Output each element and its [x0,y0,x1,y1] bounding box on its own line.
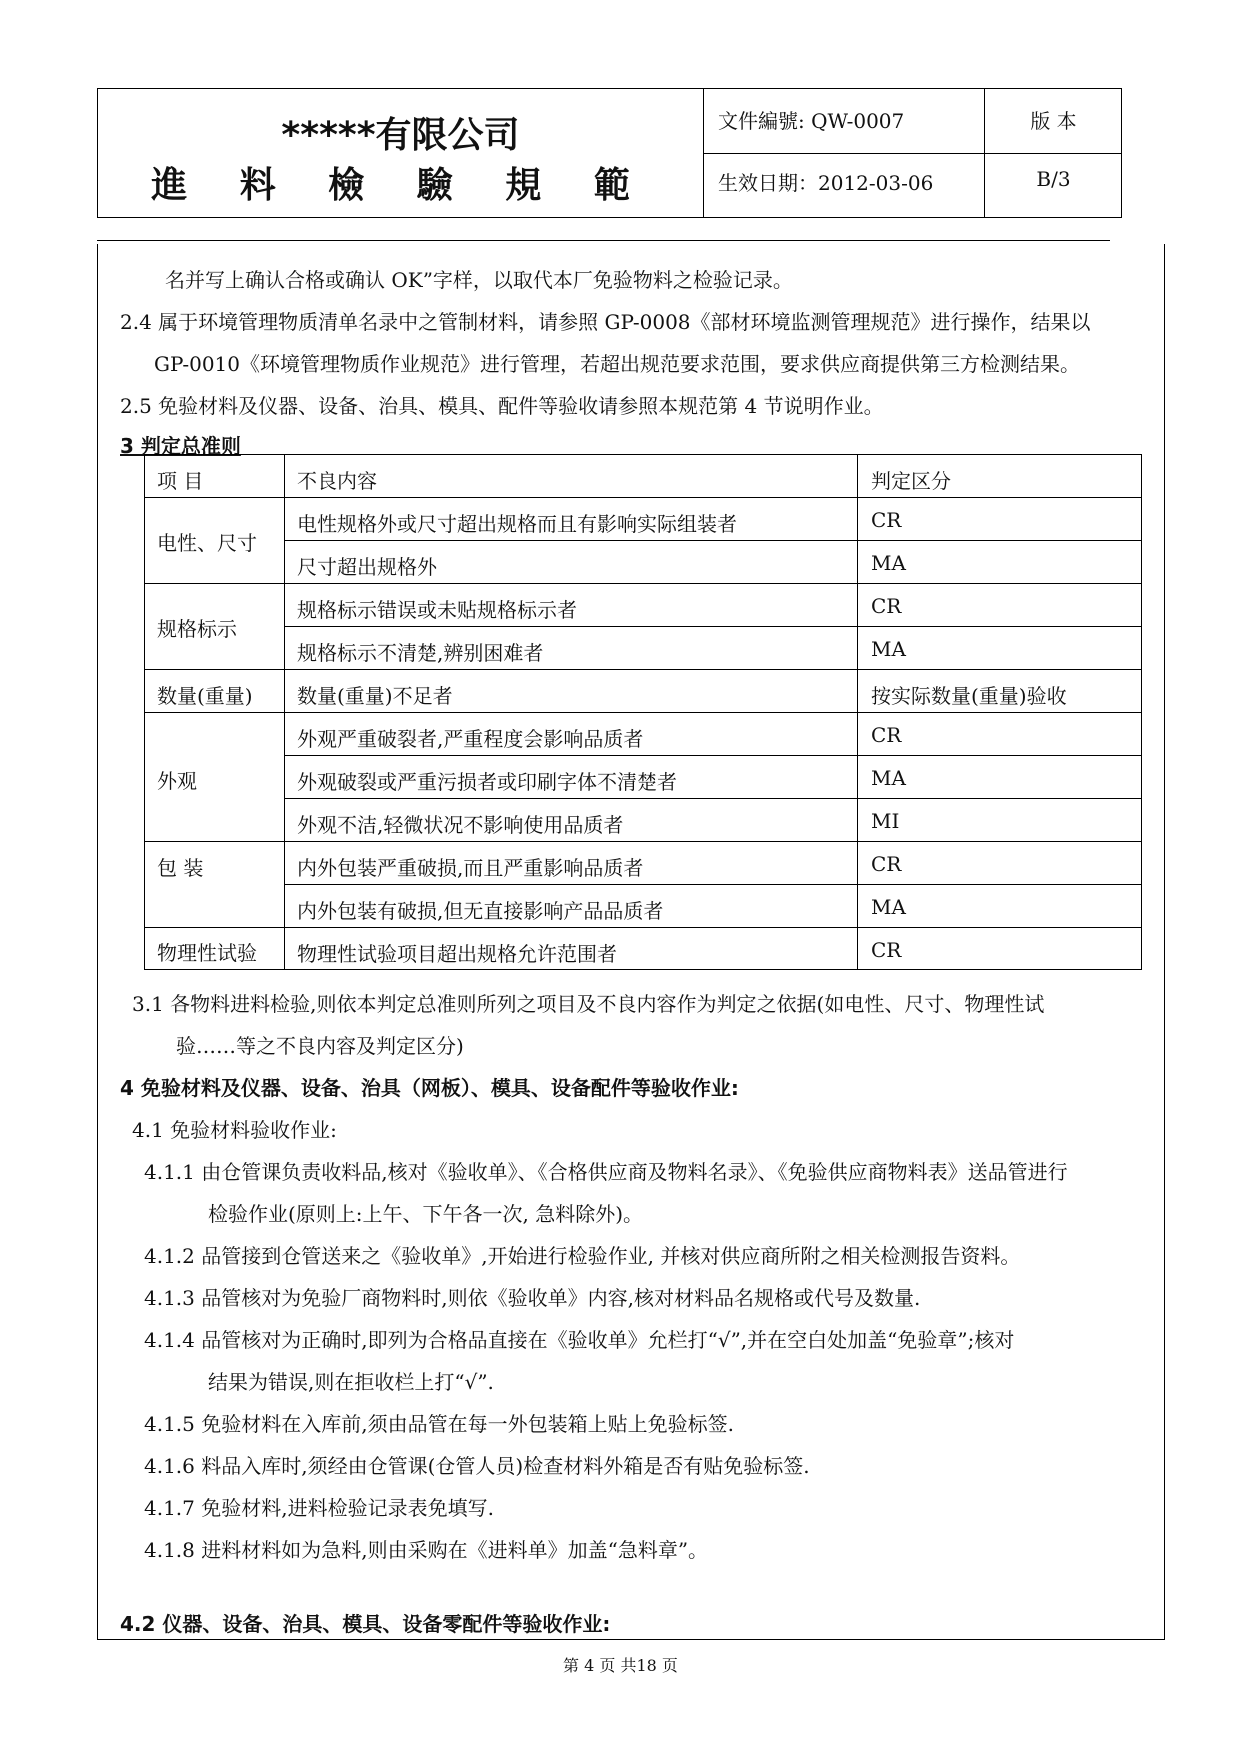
table-row-grade: CR [871,723,902,747]
document-header [97,88,1122,218]
paragraph-4-1-6: 4.1.6 料品入库时,须经由仓管课(仓管人员)检查材料外箱是否有贴免验标签. [144,1454,810,1478]
paragraph-4-1-8: 4.1.8 进料材料如为急料,则由采购在《进料单》加盖“急料章”。 [144,1538,709,1562]
table-row-grade: MA [871,551,906,575]
company-name: *****有限公司 [281,115,520,156]
paragraph-3-1-cont: 验……等之不良内容及判定区分) [176,1034,464,1058]
table-row-content: 内外包装严重破损,而且严重影响品质者 [297,856,644,880]
table-row-content: 尺寸超出规格外 [297,555,437,579]
paragraph-4-1-4-cont: 结果为错误,则在拒收栏上打“√”. [208,1370,494,1394]
table-row-content: 规格标示不清楚,辨别困难者 [297,641,544,665]
table-row-grade: MA [871,766,906,790]
table-row-grade: 按实际数量(重量)验收 [871,684,1067,708]
paragraph-2-4-cont: GP-0010《环境管理物质作业规范》进行管理，若超出规范要求范围，要求供应商提供第三方检测结果。 [154,352,1080,376]
table-row-content: 外观不洁,轻微状况不影响使用品质者 [297,813,624,837]
table-row-content: 电性规格外或尺寸超出规格而且有影响实际组装者 [297,512,737,536]
group-quantity: 数量(重量) [157,684,253,708]
judgement-table [144,454,1142,970]
paragraph-continuation: 名并写上确认合格或确认 OK”字样，以取代本厂免验物料之检验记录。 [165,268,793,292]
table-header-item: 项 目 [157,469,204,493]
paragraph-4-1-1: 4.1.1 由仓管课负责收料品,核对《验收单》、《合格供应商及物料名录》、《免验供应商物料表》送品管进行 [144,1160,1068,1184]
group-electrical-dimension: 电性、尺寸 [157,531,257,555]
table-row-grade: MI [871,809,900,833]
doc-number: 文件編號: QW-0007 [718,109,905,133]
section-3-heading: 3 判定总准则 [120,434,241,458]
section-4-heading: 4 免验材料及仪器、设备、治具（网板）、模具、设备配件等验收作业: [120,1076,739,1100]
table-row-content: 外观破裂或严重污损者或印刷字体不清楚者 [297,770,677,794]
paragraph-4-1-4: 4.1.4 品管核对为正确时,即列为合格品直接在《验收单》允栏打“√”,并在空白处加盖“免验章”;核对 [144,1328,1015,1352]
table-row-grade: CR [871,508,902,532]
version-value: B/3 [1036,167,1071,191]
table-row-content: 物理性试验项目超出规格允许范围者 [297,942,617,966]
table-row-grade: CR [871,938,902,962]
paragraph-4-1-5: 4.1.5 免验材料在入库前,须由品管在每一外包装箱上贴上免验标签. [144,1412,734,1436]
table-row-content: 规格标示错误或未贴规格标示者 [297,598,577,622]
table-row-grade: CR [871,594,902,618]
table-header-grade: 判定区分 [871,469,951,493]
header-divider [97,240,1110,241]
group-appearance: 外观 [157,769,197,793]
table-row-content: 外观严重破裂者,严重程度会影响品质者 [297,727,644,751]
paragraph-2-5: 2.5 免验材料及仪器、设备、治具、模具、配件等验收请参照本规范第 4 节说明作业。 [120,394,884,418]
group-spec-label: 规格标示 [157,617,237,641]
group-physical-test: 物理性试验 [157,941,257,965]
paragraph-4-1: 4.1 免验材料验收作业: [132,1118,337,1142]
page-footer: 第 4 页 共18 页 [563,1656,678,1675]
table-row-grade: CR [871,852,902,876]
document-title: 進 料 檢 驗 規 範 [151,165,650,206]
paragraph-4-1-7: 4.1.7 免验材料,进料检验记录表免填写. [144,1496,494,1520]
paragraph-2-4: 2.4 属于环境管理物质清单名录中之管制材料，请参照 GP-0008《部材环境监测管理规范》进行操作，结果以 [120,310,1091,334]
group-packaging: 包 装 [157,856,204,880]
effective-date: 生效日期：2012-03-06 [718,171,934,195]
table-header-defect: 不良内容 [297,469,377,493]
paragraph-4-1-3: 4.1.3 品管核对为免验厂商物料时,则依《验收单》内容,核对材料品名规格或代号及数量. [144,1286,921,1310]
table-row-grade: MA [871,895,906,919]
paragraph-4-1-1-cont: 检验作业(原则上:上午、下午各一次, 急料除外)。 [208,1202,644,1226]
paragraph-3-1: 3.1 各物料进料检验,则依本判定总准则所列之项目及不良内容作为判定之依据(如电性、尺寸、物理性试 [132,992,1045,1016]
table-row-grade: MA [871,637,906,661]
version-label: 版 本 [1030,109,1077,133]
table-row-content: 数量(重量)不足者 [297,684,453,708]
paragraph-4-1-2: 4.1.2 品管接到仓管送来之《验收单》,开始进行检验作业, 并核对供应商所附之相关检测报告资料。 [144,1244,1021,1268]
table-row-content: 内外包装有破损,但无直接影响产品品质者 [297,899,664,923]
section-4-2-heading: 4.2 仪器、设备、治具、模具、设备零配件等验收作业: [120,1612,611,1636]
